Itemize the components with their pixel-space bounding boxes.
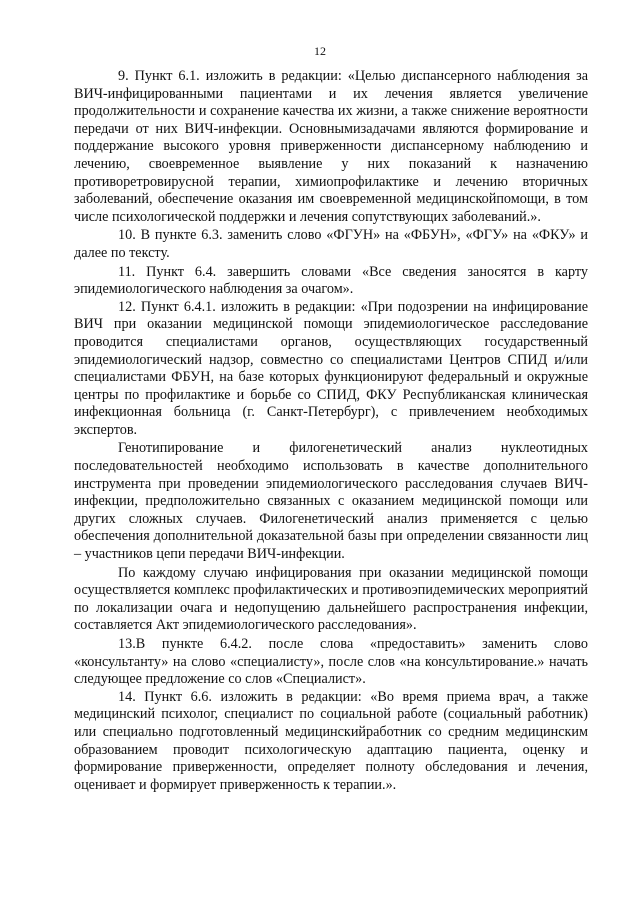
paragraph-item-9: 9. Пункт 6.1. изложить в редакции: «Целью диспансерного наблюдения за ВИЧ-инфицированными пациентами и их лечения является увеличение продолжительности и сохранение качества их жизни, а также снижение вероятности передачи от них ВИЧ-инфекции. Основнымизадачами являются формирование и поддержание высокого уровня приверженности диспансерному наблюдению и лечению, своевременное выявление у них показаний к назначению противоретровирусной терапии, химиопрофилактике и лечению вторичных заболеваний, обеспечение оказания им своевременной медицинскойпомощи, в том числе психологической поддержки и лечения сопутствующих заболеваний.». xyxy=(74,68,588,225)
paragraph-item-13: 13.В пункте 6.4.2. после слова «предоставить» заменить слово «консультанту» на слово «специалисту», после слов «на консультирование.» начать следующее предложение со слов «Специалист». xyxy=(74,636,588,688)
paragraph-item-14: 14. Пункт 6.6. изложить в редакции: «Во время приема врач, а также медицинский психолог, специалист по социальной работе (социальный работник) или специально подготовленный медицинскийработник со средним медицинским образованием проводит психологическую адаптацию пациента, оценку и формирование приверженности, определяет полноту обследования и лечения, оценивает и формирует приверженность к терапии.». xyxy=(74,688,588,793)
paragraph-item-11: 11. Пункт 6.4. завершить словами «Все сведения заносятся в карту эпидемиологического наблюдения за очагом». xyxy=(74,263,588,298)
paragraph-item-10: 10. В пункте 6.3. заменить слово «ФГУН» на «ФБУН», «ФГУ» на «ФКУ» и далее по тексту. xyxy=(74,227,588,261)
paragraph-item-12: 12. Пункт 6.4.1. изложить в редакции: «При подозрении на инфицирование ВИЧ при оказании медицинской помощи эпидемиологическое расследование проводится специалистами органов, осуществляющих государственный эпидемиологический надзор, совместно со специалистами Центров СПИД и/или специалистами ФБУН, на базе которых функционируют федеральный и окружные центры по профилактике и борьбе со СПИД, ФКУ Республиканская клиническая инфекционная больница (г. Санкт-Петербург), с привлечением необходимых экспертов. xyxy=(74,298,588,438)
page-number: 12 xyxy=(314,44,326,58)
paragraph-genotyping: Генотипирование и филогенетический анализ нуклеотидных последовательностей необходимо использовать в качестве дополнительного инструмента при проведении эпидемиологического расследования случаев ВИЧ-инфекции, предположительно связанных с оказанием медицинской помощи или других сложных случаев. Филогенетический анализ применяется с целью обеспечения дополнительной доказательной базы при определении связанности лиц – участников цепи передачи ВИЧ-инфекции. xyxy=(74,440,588,563)
document-body xyxy=(74,68,588,794)
paragraph-each-case: По каждому случаю инфицирования при оказании медицинской помощи осуществляется комплекс профилактических и противоэпидемических мероприятий по локализации очага и недопущению дальнейшего распространения инфекции, составляется Акт эпидемиологического расследования». xyxy=(74,564,588,634)
